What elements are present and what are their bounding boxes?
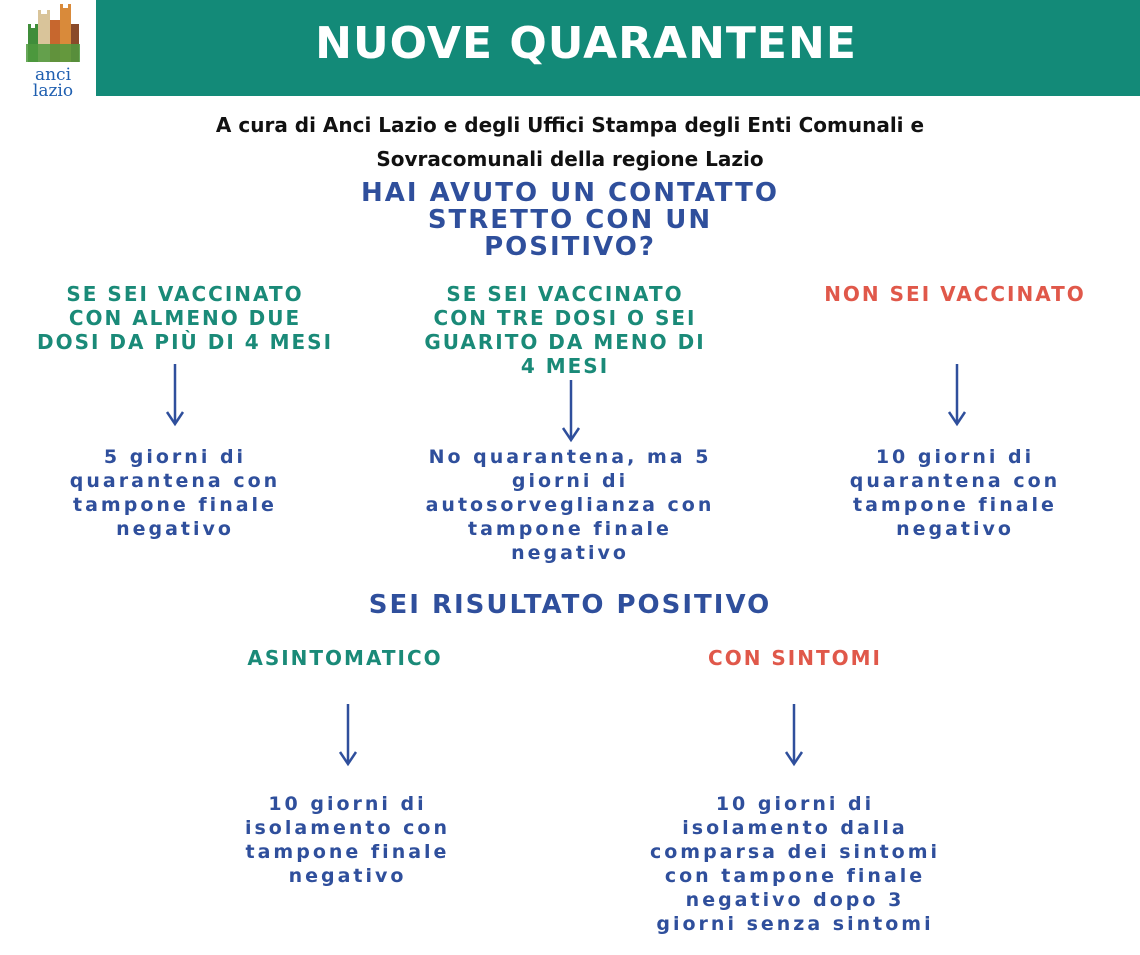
outcome-line: 10 giorni di	[715, 793, 875, 815]
arrow-down-icon	[336, 702, 360, 768]
outcome-line: quarantena con	[849, 470, 1061, 492]
outcome-two-doses	[40, 445, 310, 541]
contact-question	[330, 180, 810, 261]
arrow-down-icon	[559, 378, 583, 444]
condition-not-vaccinated	[800, 282, 1110, 306]
condition-line: 4 MESI	[520, 354, 610, 378]
condition-with-symptoms: CON SINTOMI	[708, 646, 882, 670]
outcome-line: isolamento con	[244, 817, 450, 839]
condition-line: GUARITO DA MENO DI	[424, 330, 706, 354]
subtitle	[150, 108, 990, 176]
condition-line: SE SEI VACCINATO	[446, 282, 684, 306]
question-line: STRETTO CON UN	[427, 205, 713, 235]
condition-line: SE SEI VACCINATO	[66, 282, 304, 306]
condition-line: CON TRE DOSI O SEI	[433, 306, 697, 330]
outcome-line: giorni senza sintomi	[656, 913, 934, 935]
outcome-line: negativo	[511, 542, 629, 564]
arrow-down-icon	[782, 702, 806, 768]
outcome-line: tampone finale	[853, 494, 1057, 516]
condition-three-doses	[410, 282, 720, 378]
outcome-line: negativo dopo 3	[685, 889, 905, 911]
outcome-asymptomatic	[215, 792, 480, 888]
outcome-line: negativo	[116, 518, 234, 540]
question-line: POSITIVO?	[484, 232, 656, 262]
outcome-line: tampone finale	[73, 494, 277, 516]
logo-text-lazio: lazio	[32, 81, 74, 101]
condition-line: NON SEI VACCINATO	[824, 282, 1086, 306]
outcome-line: negativo	[896, 518, 1014, 540]
anci-lazio-logo	[22, 4, 84, 101]
outcome-line: tampone finale	[245, 841, 450, 863]
condition-asymptomatic: ASINTOMATICO	[247, 646, 443, 670]
outcome-line: giorni di	[511, 470, 629, 492]
arrow-down-icon	[945, 362, 969, 428]
outcome-line: negativo	[288, 865, 407, 887]
condition-line: DOSI DA PIÙ DI 4 MESI	[36, 330, 334, 354]
outcome-line: comparsa dei sintomi	[649, 841, 941, 863]
outcome-with-symptoms	[630, 792, 960, 936]
condition-two-doses	[30, 282, 340, 354]
outcome-line: 10 giorni di	[268, 793, 427, 815]
logo-text-anci: anci	[34, 65, 72, 85]
outcome-line: tampone finale	[468, 518, 672, 540]
positive-heading: SEI RISULTATO POSITIVO	[368, 590, 772, 620]
page-title: NUOVE QUARANTENE	[315, 18, 857, 69]
outcome-line: isolamento dalla	[682, 817, 908, 839]
arrow-down-icon	[163, 362, 187, 428]
question-line: HAI AVUTO UN CONTATTO	[361, 178, 779, 208]
subtitle-line: A cura di Anci Lazio e degli Uffici Stampa degli Enti Comunali e	[215, 113, 925, 137]
outcome-line: No quarantena, ma 5	[428, 446, 712, 468]
outcome-line: con tampone finale	[664, 865, 926, 887]
subtitle-line: Sovracomunali della regione Lazio	[376, 147, 764, 171]
outcome-line: 10 giorni di	[875, 446, 1035, 468]
title-banner	[96, 0, 1140, 96]
outcome-three-doses	[400, 445, 740, 565]
outcome-line: autosorveglianza con	[425, 494, 715, 516]
outcome-not-vaccinated	[820, 445, 1090, 541]
tower-logo-icon	[26, 4, 80, 66]
outcome-line: 5 giorni di	[103, 446, 247, 468]
condition-line: CON ALMENO DUE	[68, 306, 302, 330]
outcome-line: quarantena con	[69, 470, 281, 492]
